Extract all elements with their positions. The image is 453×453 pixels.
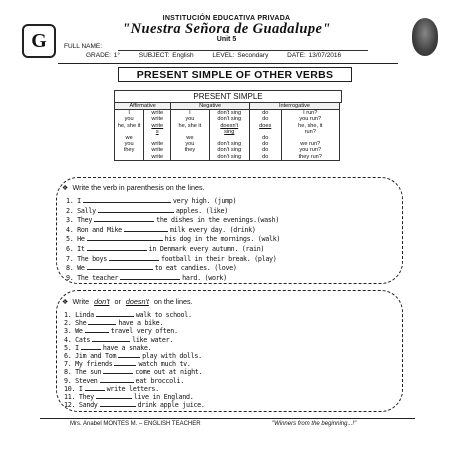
- table-cell: you: [171, 116, 209, 122]
- exercise-2-title: ❖ Write don't or doesn't on the lines.: [62, 297, 193, 306]
- list-item: 4. Cats like water.: [64, 335, 174, 344]
- list-item: 4. Ron and Mike milk every day. (drink): [66, 225, 256, 234]
- table-cell: we: [171, 135, 209, 141]
- level-label: LEVEL: Secondary: [212, 52, 269, 59]
- present-simple-table: [114, 102, 340, 161]
- list-item: 3. They the dishes in the evenings.(wash): [66, 216, 280, 225]
- list-item: 11. They live in England.: [64, 393, 194, 401]
- table-cell: don't sing: [209, 147, 250, 153]
- footer-divider: [40, 418, 415, 419]
- table-cell: [115, 154, 144, 161]
- list-item: 3. We travel very often.: [64, 327, 178, 336]
- grade-label: GRADE: 1°: [86, 52, 120, 59]
- table-cell: do: [250, 110, 282, 117]
- list-item: 5. I have a snake.: [64, 343, 152, 352]
- table-cell: don't sing: [209, 154, 250, 161]
- list-item: 6. Jim and Tom play with dolls.: [64, 352, 202, 360]
- table-cell: write: [144, 154, 171, 161]
- list-item: 7. My friends watch much tv.: [64, 360, 191, 369]
- header-affirmative: Affirmative: [115, 103, 171, 110]
- answer-blank[interactable]: [87, 235, 163, 241]
- list-item: 9. Steven eat broccoli.: [64, 376, 184, 385]
- list-item: 6. It in Denmark every autumn. (rain): [66, 245, 265, 253]
- list-item: 2. She have a bike.: [64, 319, 164, 328]
- table-cell: do: [250, 147, 282, 153]
- header-negative: Negative: [171, 103, 250, 110]
- answer-blank[interactable]: [100, 401, 136, 407]
- table-cell: you run?: [281, 116, 340, 122]
- answer-blank[interactable]: [98, 207, 174, 213]
- teacher-name: Mrs. Anabel MONTES M. – ENGLISH TEACHER: [70, 421, 201, 427]
- table-cell: he, she, it: [281, 123, 340, 129]
- table-row: [115, 110, 340, 117]
- answer-blank[interactable]: [114, 360, 136, 366]
- table-cell: I: [115, 110, 144, 117]
- list-item: 8. The sun come out at night.: [64, 368, 203, 377]
- table-cell: they run?: [281, 154, 340, 161]
- answer-blank[interactable]: [92, 336, 130, 342]
- table-cell: doesn't: [209, 123, 250, 129]
- fullname-label: FULL NAME:: [64, 43, 103, 50]
- table-cell: don't sing: [209, 141, 250, 147]
- table-cell: run?: [281, 129, 340, 135]
- table-cell: they: [171, 147, 209, 153]
- diamond-icon: ❖: [62, 297, 69, 306]
- answer-blank[interactable]: [88, 319, 116, 325]
- answer-blank[interactable]: [96, 311, 134, 317]
- answer-blank[interactable]: [100, 377, 134, 383]
- answer-blank[interactable]: [85, 327, 109, 333]
- table-cell: do: [250, 154, 282, 161]
- answer-blank[interactable]: [85, 385, 105, 391]
- exercise-1-title: ❖ Write the verb in parenthesis on the lines.: [62, 183, 205, 192]
- school-logo: G: [22, 24, 56, 58]
- header-interrogative: Interrogative: [250, 103, 340, 110]
- table-cell: write: [144, 147, 171, 153]
- table-cell: I: [171, 110, 209, 117]
- table-cell: you: [171, 141, 209, 147]
- list-item: 1. Linda walk to school.: [64, 311, 192, 319]
- list-item: 5. He his dog in the mornings. (walk): [66, 235, 281, 244]
- table-cell: write: [144, 110, 171, 117]
- table-cell: write: [144, 141, 171, 147]
- list-item: 12. Sandy drink apple juice.: [64, 401, 205, 410]
- table-cell: they: [115, 147, 144, 153]
- table-cell: do: [250, 141, 282, 147]
- meta-row: [86, 52, 357, 59]
- answer-blank[interactable]: [87, 245, 147, 251]
- table-cell: you: [115, 116, 144, 122]
- answer-blank[interactable]: [81, 344, 101, 350]
- table-cell: write: [144, 123, 171, 129]
- table-cell: you run?: [281, 147, 340, 153]
- answer-blank[interactable]: [94, 216, 154, 222]
- table-cell: we: [115, 135, 144, 141]
- table-cell: don't sing: [209, 116, 250, 122]
- answer-blank[interactable]: [109, 255, 159, 261]
- table-cell: s: [144, 129, 171, 135]
- answer-blank[interactable]: [120, 274, 180, 280]
- table-cell: he, she it: [115, 123, 144, 129]
- table-cell: he, she it: [171, 123, 209, 129]
- unit-label: Unit 5: [216, 36, 237, 43]
- answer-blank[interactable]: [87, 264, 153, 270]
- table-cell: [171, 154, 209, 161]
- table-cell: you: [115, 141, 144, 147]
- table-cell: write: [144, 116, 171, 122]
- answer-blank[interactable]: [96, 393, 132, 399]
- list-item: 1. I very high. (jump): [66, 197, 237, 205]
- header-divider: [58, 63, 398, 64]
- table-row: [115, 154, 340, 161]
- table-title: PRESENT SIMPLE: [114, 90, 342, 103]
- fullname-line[interactable]: [118, 50, 368, 51]
- table-cell: do: [250, 116, 282, 122]
- answer-blank[interactable]: [83, 197, 171, 203]
- list-item: 9. The teacher hard. (work): [66, 273, 227, 282]
- subject-label: SUBJECT: English: [138, 52, 194, 59]
- page-title: PRESENT SIMPLE OF OTHER VERBS: [118, 67, 352, 82]
- date-label: DATE: 13/07/2016: [287, 52, 342, 59]
- answer-blank[interactable]: [124, 226, 168, 232]
- table-cell: don't sing: [209, 110, 250, 117]
- school-name: "Nuestra Señora de Guadalupe": [122, 21, 331, 37]
- institution-label: INSTITUCIÓN EDUCATIVA PRIVADA: [162, 15, 291, 22]
- answer-blank[interactable]: [118, 352, 140, 358]
- list-item: 8. We to eat candies. (love): [66, 264, 237, 273]
- diamond-icon: ❖: [62, 183, 69, 192]
- list-item: 10. I write letters.: [64, 384, 159, 393]
- motto: "Winners from the beginning...!": [272, 421, 357, 427]
- list-item: 2. Sally apples. (like): [66, 206, 228, 215]
- answer-blank[interactable]: [103, 368, 133, 374]
- table-cell: do: [250, 135, 282, 141]
- list-item: 7. The boys football in their break. (play): [66, 254, 277, 263]
- table-cell: sing: [209, 129, 250, 135]
- table-cell: does: [250, 123, 282, 129]
- table-cell: we run?: [281, 141, 340, 147]
- table-cell: I run?: [281, 110, 340, 117]
